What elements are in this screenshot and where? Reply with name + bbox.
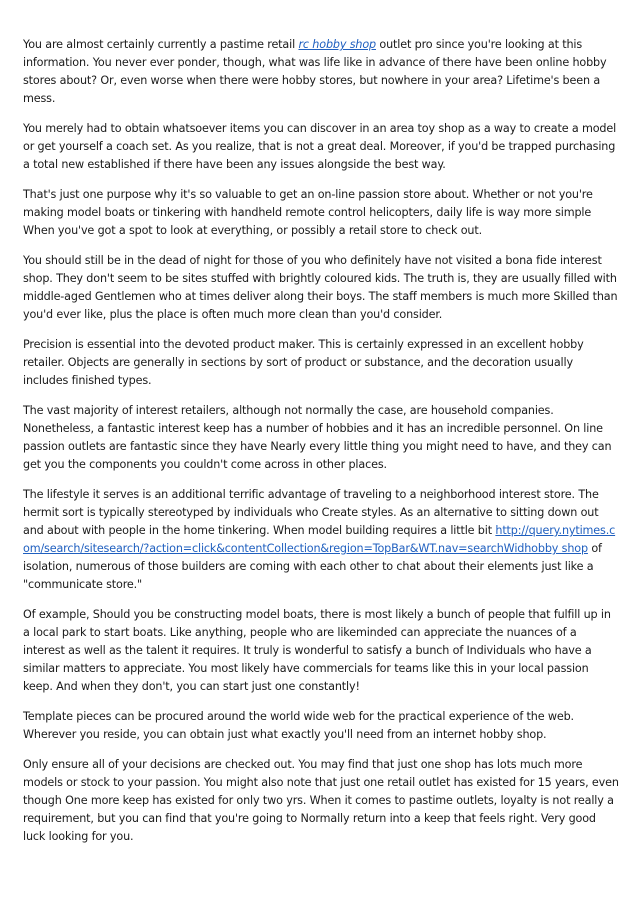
paragraph-1 <box>23 36 619 108</box>
paragraph-text: Precision is essential into the devoted product maker. This is certainly expressed in an excellent hobby retailer. Objects are generally in sections by sort of product or substance, and the decoration usually includes finished types. <box>23 338 584 387</box>
paragraph-text: The vast majority of interest retailers, although not normally the case, are household companies. Nonetheless, a fantastic interest keep has a number of hobbies and it has an incredible personnel. On line passion outlets are fantastic since they have Nearly every little thing you might need to have, and they can get you the components you couldn't come across in other places. <box>23 404 612 471</box>
paragraph-6 <box>23 402 619 474</box>
paragraph-text: Of example, Should you be constructing model boats, there is most likely a bunch of people that fulfill up in a local park to start boats. Like anything, people who are likeminded can appreciate the nuances of a interest as well as the talent it requires. It truly is wonderful to satisfy a bunch of Individuals who have a similar matters to appreciate. You most likely have commercials for teams like this in your local passion keep. And when they don't, you can start just one constantly! <box>23 608 611 693</box>
paragraph-text: Only ensure all of your decisions are checked out. You may find that just one shop has lots much more models or stock to your passion. You might also note that just one retail outlet has existed for 15 years, even though One more keep has existed for only two yrs. When it comes to pastime outlets, loyalty is not really a requirement, but you can find that you're going to Normally return into a keep that feels right. Very good luck looking for you. <box>23 758 619 843</box>
paragraph-text: outlet pro since you're looking at this information. You never ever ponder, though, what was life like in advance of there have been online hobby stores about? Or, even worse when there were hobby stores, but nowhere in your area? Lifetime's been a mess. <box>23 38 607 105</box>
paragraph-5 <box>23 336 619 390</box>
document-body <box>23 36 619 858</box>
paragraph-text: Template pieces can be procured around the world wide web for the practical experience of the web. Wherever you reside, you can obtain just what exactly you'll need from an internet hobby shop. <box>23 710 574 741</box>
paragraph-7 <box>23 486 619 594</box>
paragraph-text: You are almost certainly currently a pastime retail <box>23 38 299 51</box>
rc-hobby-shop-link[interactable]: rc hobby shop <box>298 38 376 51</box>
paragraph-4 <box>23 252 619 324</box>
paragraph-text: You merely had to obtain whatsoever items you can discover in an area toy shop as a way to create a model or get yourself a coach set. As you realize, that is not a great deal. Moreover, if you'd be trapped purchasing a total new established if there have been any issues alongside the best way. <box>23 122 617 171</box>
paragraph-text: That's just one purpose why it's so valuable to get an on-line passion store about. Whether or not you're making model boats or tinkering with handheld remote control helicopters, daily life is way more simple When you've got a spot to look at everything, or possibly a retail store to check out. <box>23 188 593 237</box>
paragraph-text: of isolation, numerous of those builders are coming with each other to chat about their elements just like a "communicate store." <box>23 542 602 591</box>
paragraph-2 <box>23 120 619 174</box>
paragraph-8 <box>23 606 619 696</box>
paragraph-text: You should still be in the dead of night for those of you who definitely have not visited a bona fide interest shop. They don't seem to be sites stuffed with brightly coloured kids. The truth is, they are usually filled with middle-aged Gentlemen who at times deliver along their boys. The staff members is much more Skilled than you'd ever like, plus the place is often much more clean than you'd consider. <box>23 254 618 321</box>
paragraph-text: The lifestyle it serves is an additional terrific advantage of traveling to a neighborhood interest store. The hermit sort is typically stereotyped by individuals who Create styles. As an alternative to sitting down out and about with people in the home tinkering. When model building requires a little bit <box>23 488 599 537</box>
paragraph-3 <box>23 186 619 240</box>
paragraph-9 <box>23 708 619 744</box>
paragraph-10 <box>23 756 619 846</box>
nytimes-search-link[interactable]: http://query.nytimes.com/search/sitesearch/?action=click&contentCollection&region=TopBar&WT.nav=searchWidhobby shop <box>23 524 616 555</box>
